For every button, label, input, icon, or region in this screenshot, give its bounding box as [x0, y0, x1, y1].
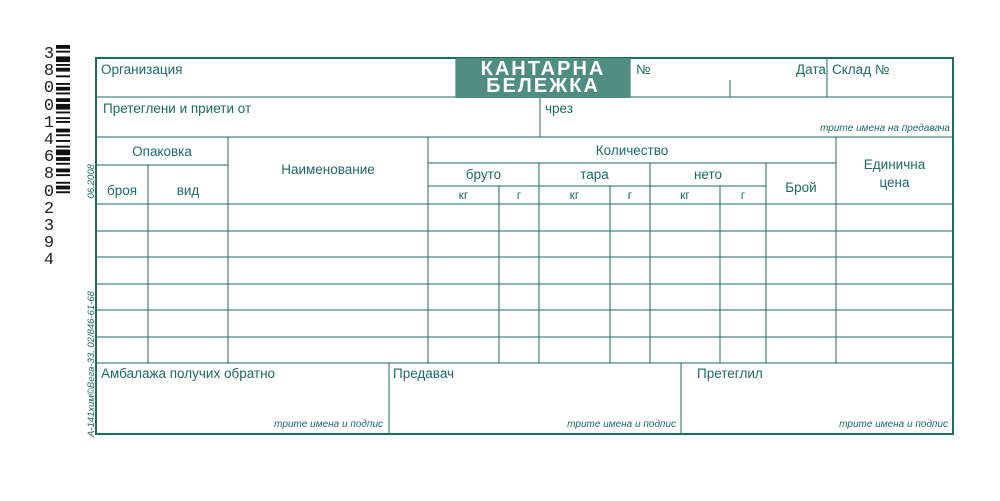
packaging-returned-label: Амбалажа получих обратно [101, 366, 276, 381]
name-header: Наименование [281, 162, 375, 177]
net-g-label: г [740, 188, 746, 202]
unit-price-header [836, 156, 953, 192]
kind-header: вид [176, 183, 200, 198]
quantity-header: Количество [595, 143, 669, 158]
tare-kg-label: кг [569, 188, 580, 202]
document-title [456, 58, 630, 98]
net-header: нето [693, 167, 723, 182]
gross-g-label: г [516, 188, 522, 202]
publisher-text: А-141хим©Вега-33, 02/846-61-68 [86, 291, 97, 437]
title-line-2: БЕЛЕЖКА [486, 75, 600, 97]
unit-price-line-2: цена [879, 175, 910, 190]
seller-hint: трите имена и подпис [567, 419, 676, 430]
date-label: Дата [796, 62, 826, 77]
count-header: броя [106, 183, 138, 198]
edition-date: 06.2008 [86, 164, 97, 199]
gross-header: бруто [465, 167, 502, 182]
pieces-header: Брой [785, 180, 817, 195]
warehouse-label: Склад № [832, 62, 890, 77]
weighed-by-label: Претеглил [697, 366, 763, 381]
number-label: № [636, 62, 651, 77]
tare-g-label: г [627, 188, 633, 202]
received-from-label: Претеглени и приети от [103, 101, 252, 116]
packaging-returned-hint: трите имена и подпис [274, 419, 383, 430]
organization-label: Организация [101, 62, 183, 77]
barcode-digits: 3800146802394 [43, 45, 55, 271]
weighed-by-hint: трите имена и подпис [839, 419, 948, 430]
seller-label: Предавач [393, 366, 455, 381]
tare-header: тара [580, 167, 609, 182]
unit-price-line-1: Единична [863, 157, 926, 172]
via-hint: трите имена на предавача [820, 123, 950, 134]
net-kg-label: кг [680, 188, 690, 202]
packaging-header: Опаковка [132, 144, 192, 159]
via-label: чрез [545, 101, 573, 116]
title-line-1: КАНТАРНА [480, 58, 606, 80]
gross-kg-label: кг [458, 188, 469, 202]
